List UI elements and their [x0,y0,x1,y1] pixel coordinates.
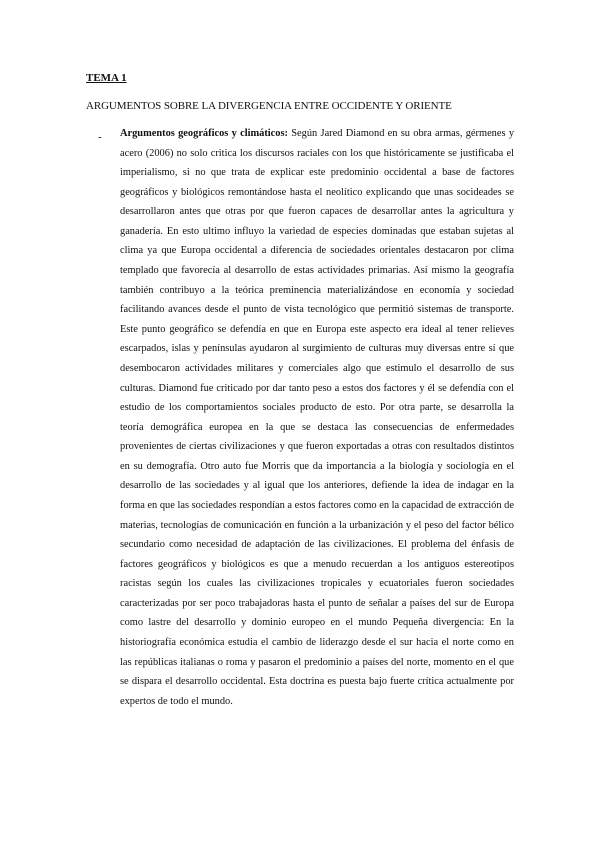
page-title: TEMA 1 [86,72,127,84]
bullet-paragraph [120,124,514,711]
section-heading: ARGUMENTOS SOBRE LA DIVERGENCIA ENTRE OCCIDENTE Y ORIENTE [86,100,452,112]
bullet-lead-term: Argumentos geográficos y climáticos: [120,128,288,139]
bullet-body-text: Según Jared Diamond en su obra armas, gérmenes y acero (2006) no solo critica los discursos raciales con los que históricamente se justificaba el imperialismo, si no que trata de explicar este predominio occidental a base de factores geográficos y biológicos remontándose hasta el neolítico explicando que unas socideades se desarrollaron antes que otras por que fueron capaces de desarrollar antes la agricultura y ganadería. En esto ultimo influyo la variedad de especies dominadas que estaban sujetas al clima ya que Europa occidental a diferencia de sociedades orientales destacaron por clima templado que favorecía al desarrollo de estas actividades primarias. Así mismo la geografía también contribuyo a la teórica preminencia materializándose en economía y sociedad facilitando avances desde el punto de vista tecnológico que permitió sistemas de transporte. Este punto geográfico se defendía en que en Europa este aspecto era ideal al tener relieves escarpados, islas y penínsulas ayudaron al surgimiento de culturas muy diversas entre sí que desembocaron actividades militares y comerciales algo que estimulo el desarrollo de sus culturas. Diamond fue criticado por dar tanto peso a estos dos factores y él se defendía con el estudio de los comportamientos sociales producto de esto. Por otra parte, se desarrolla la teoría demográfica europea en la que se destaca las consecuencias de enfermedades provenientes de ciertas civilizaciones y que fueron exportadas a otras con resultados distintos en su demografía. Otro auto fue Morris que da importancia a la biología y sociología en el desarrollo de las sociedades y al igual que los anteriores, defiende la idea de indagar en la forma en que las sociedades respondían a estos factores como en la capacidad de extracción de materias, tecnologías de comunicación en función a la urbanización y el peso del factor bélico secundario como necesidad de adaptación de las civilizaciones. El problema del énfasis de factores geográficos y biológicos es que a menudo recuerdan a los antiguos estereotipos racistas según los cuales las civilizaciones tropicales y ecuatoriales fueron sociedades caracterizadas por ser poco trabajadoras hasta el punto de señalar a países del sur de Europa como lastre del desarrollo y dominio europeo en el mundo Pequeña divergencia: En la historiografía económica estudia el cambio de liderazgo desde el sur hacia el norte como en las repúblicas italianas o roma y pasaron el predominio a países del norte, momento en el que se dispara el desarrollo occidental. Esta doctrina es puesta bajo fuerte crítica actualmente por expertos de todo el mundo. [120,128,515,707]
bullet-marker: - [98,131,102,143]
